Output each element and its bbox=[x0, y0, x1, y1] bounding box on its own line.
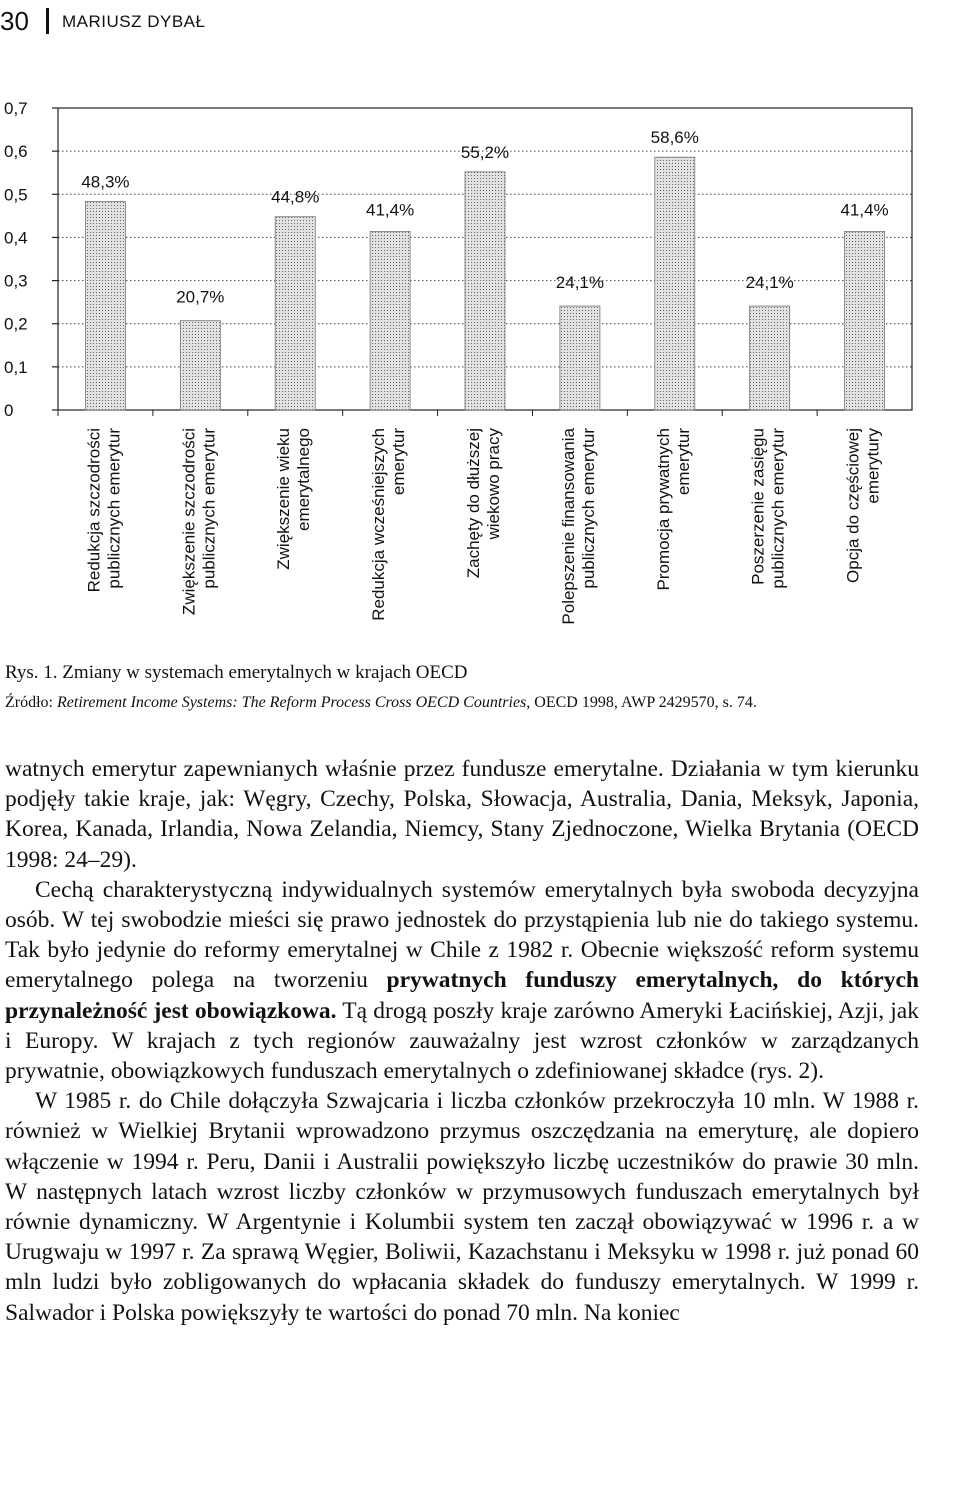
y-tick-label: 0,5 bbox=[4, 185, 28, 205]
source-title: Retirement Income Systems: The Reform Process Cross OECD Countries bbox=[57, 694, 527, 711]
category-label-line: emerytur bbox=[673, 428, 693, 496]
bar bbox=[180, 321, 220, 410]
bar bbox=[465, 172, 505, 410]
category-label-line: Redukcja szczodrości bbox=[84, 428, 104, 593]
figure-caption: Rys. 1. Zmiany w systemach emerytalnych w krajach OECD bbox=[5, 662, 468, 683]
page-number: 30 bbox=[0, 6, 29, 36]
category-label-line: Redukcja wcześniejszych bbox=[369, 428, 389, 621]
y-tick-label: 0,3 bbox=[4, 271, 28, 291]
y-tick-label: 0,1 bbox=[4, 357, 28, 377]
category-label-line: wiekowo pracy bbox=[484, 428, 503, 540]
paragraph-2-bold: prywatnych funduszy emerytalnych, do których przynależność jest obowiązkowa. bbox=[5, 967, 919, 1024]
y-tick-label: 0,7 bbox=[4, 99, 28, 118]
figure-source bbox=[5, 694, 757, 712]
running-head-author: MARIUSZ DYBAŁ bbox=[62, 12, 206, 31]
y-tick-label: 0,6 bbox=[4, 142, 28, 162]
data-label: 24,1% bbox=[745, 273, 794, 293]
paragraph-2 bbox=[5, 875, 919, 1086]
page-header bbox=[0, 6, 960, 36]
category-label-line: emerytalnego bbox=[294, 428, 314, 532]
category-label-line: Promocja prywatnych bbox=[653, 428, 673, 591]
paragraph-3: W 1985 r. do Chile dołączyła Szwajcaria i liczba członków przekroczyła 10 mln. W 1988 r. również w Wielkiej Brytanii wprowadzono przymus oszczędzania na emeryturę, ale dopiero włączenie w 1994 r. Peru, Danii i Australii powiększyło liczbę uczestników do prawie 30 mln. W następnych latach wzrost liczby członków w przymusowych funduszach emerytalnych był równie dynamiczny. W Argentynie i Kolumbii system ten zaczął obowiązywać w 1996 r. a w Urugwaju w 1997 r. Za sprawą Węgier, Boliwii, Kazachstanu i Meksyku w 1998 r. już ponad 60 mln ludzi było zobligowanych do wpłacania składek do funduszy emerytalnych. W 1999 r. Salwador i Polska powiększyły te wartości do ponad 70 mln. Na koniec bbox=[5, 1088, 919, 1326]
bar bbox=[370, 231, 410, 410]
data-label: 41,4% bbox=[840, 200, 889, 220]
category-label-line: publicznych emerytur bbox=[104, 428, 124, 589]
category-label-line: publicznych emerytur bbox=[768, 428, 788, 589]
source-prefix: Źródło: bbox=[5, 694, 57, 711]
y-tick-label: 0,2 bbox=[4, 314, 28, 334]
data-label: 48,3% bbox=[81, 172, 130, 192]
bar bbox=[85, 202, 125, 410]
category-label-line: emerytury bbox=[863, 428, 883, 504]
data-label: 58,6% bbox=[650, 128, 699, 148]
category-label bbox=[84, 428, 123, 593]
category-label-line: Zwiększenie szczodrości bbox=[179, 428, 199, 616]
category-label bbox=[559, 427, 598, 624]
data-label: 41,4% bbox=[366, 200, 415, 220]
category-label-line: emerytur bbox=[389, 428, 409, 496]
paragraph-2-part-a: Cechą charakterystyczną indywidualnych systemów emerytalnych była swoboda decyzyjna osób. W tej swobodzie mieści się prawo jednostek do przystąpienia lub nie do takiego systemu. Tak było jedynie do reformy emerytalnej w Chile z 1982 r. Obecnie większość reform systemu emerytalnego polega na tworzeniu bbox=[5, 876, 919, 994]
body-text bbox=[5, 754, 919, 1328]
category-label-line: Zachęty do dłuższej bbox=[464, 428, 483, 579]
data-label: 44,8% bbox=[271, 187, 320, 207]
data-label: 55,2% bbox=[460, 142, 510, 162]
category-label-line: Polepszenie finansowania bbox=[558, 428, 578, 625]
category-label bbox=[179, 428, 218, 615]
category-label bbox=[654, 428, 693, 591]
paragraph-2-part-c: Tą drogą poszły kraje zarówno Ameryki Łacińskiej, Azji, jak i Europy. W krajach z tych regionów zauważalny jest wzrost członków w zarządzanych prywatnie, obowiązkowych funduszach emerytalnych o zdefiniowanej składce (rys. 2). bbox=[5, 997, 919, 1085]
data-label: 24,1% bbox=[555, 273, 604, 293]
header-separator bbox=[46, 8, 49, 34]
category-label bbox=[844, 428, 883, 583]
category-label bbox=[274, 428, 313, 570]
source-suffix: , OECD 1998, AWP 2429570, s. 74. bbox=[526, 694, 757, 711]
category-label-line: Opcja do częściowej bbox=[843, 428, 863, 583]
bar bbox=[845, 231, 885, 410]
category-label-line: Zwiększenie wieku bbox=[274, 428, 294, 570]
y-tick-label: 0 bbox=[4, 401, 14, 420]
bar bbox=[560, 306, 600, 410]
category-label-line: Poszerzenie zasięgu bbox=[748, 428, 768, 585]
bar bbox=[750, 306, 790, 410]
bar bbox=[655, 157, 695, 410]
category-label bbox=[369, 428, 408, 621]
category-label bbox=[749, 428, 788, 589]
y-tick-label: 0,4 bbox=[4, 228, 28, 248]
bar-chart bbox=[0, 88, 960, 658]
data-label: 20,7% bbox=[176, 287, 225, 307]
category-label-line: publicznych emerytur bbox=[578, 428, 598, 589]
category-label bbox=[464, 428, 503, 579]
category-label-line: publicznych emerytur bbox=[199, 428, 219, 589]
paragraph-1: watnych emerytur zapewnianych właśnie przez fundusze emerytalne. Działania w tym kierunku podjęły takie kraje, jak: Węgry, Czechy, Polska, Słowacja, Australia, Dania, Meksyk, Japonia, Korea, Kanada, Irlandia, Nowa Zelandia, Niemcy, Stany Zjednoczone, Wielka Brytania (OECD 1998: 24–29). bbox=[5, 756, 919, 873]
bar bbox=[275, 217, 315, 410]
